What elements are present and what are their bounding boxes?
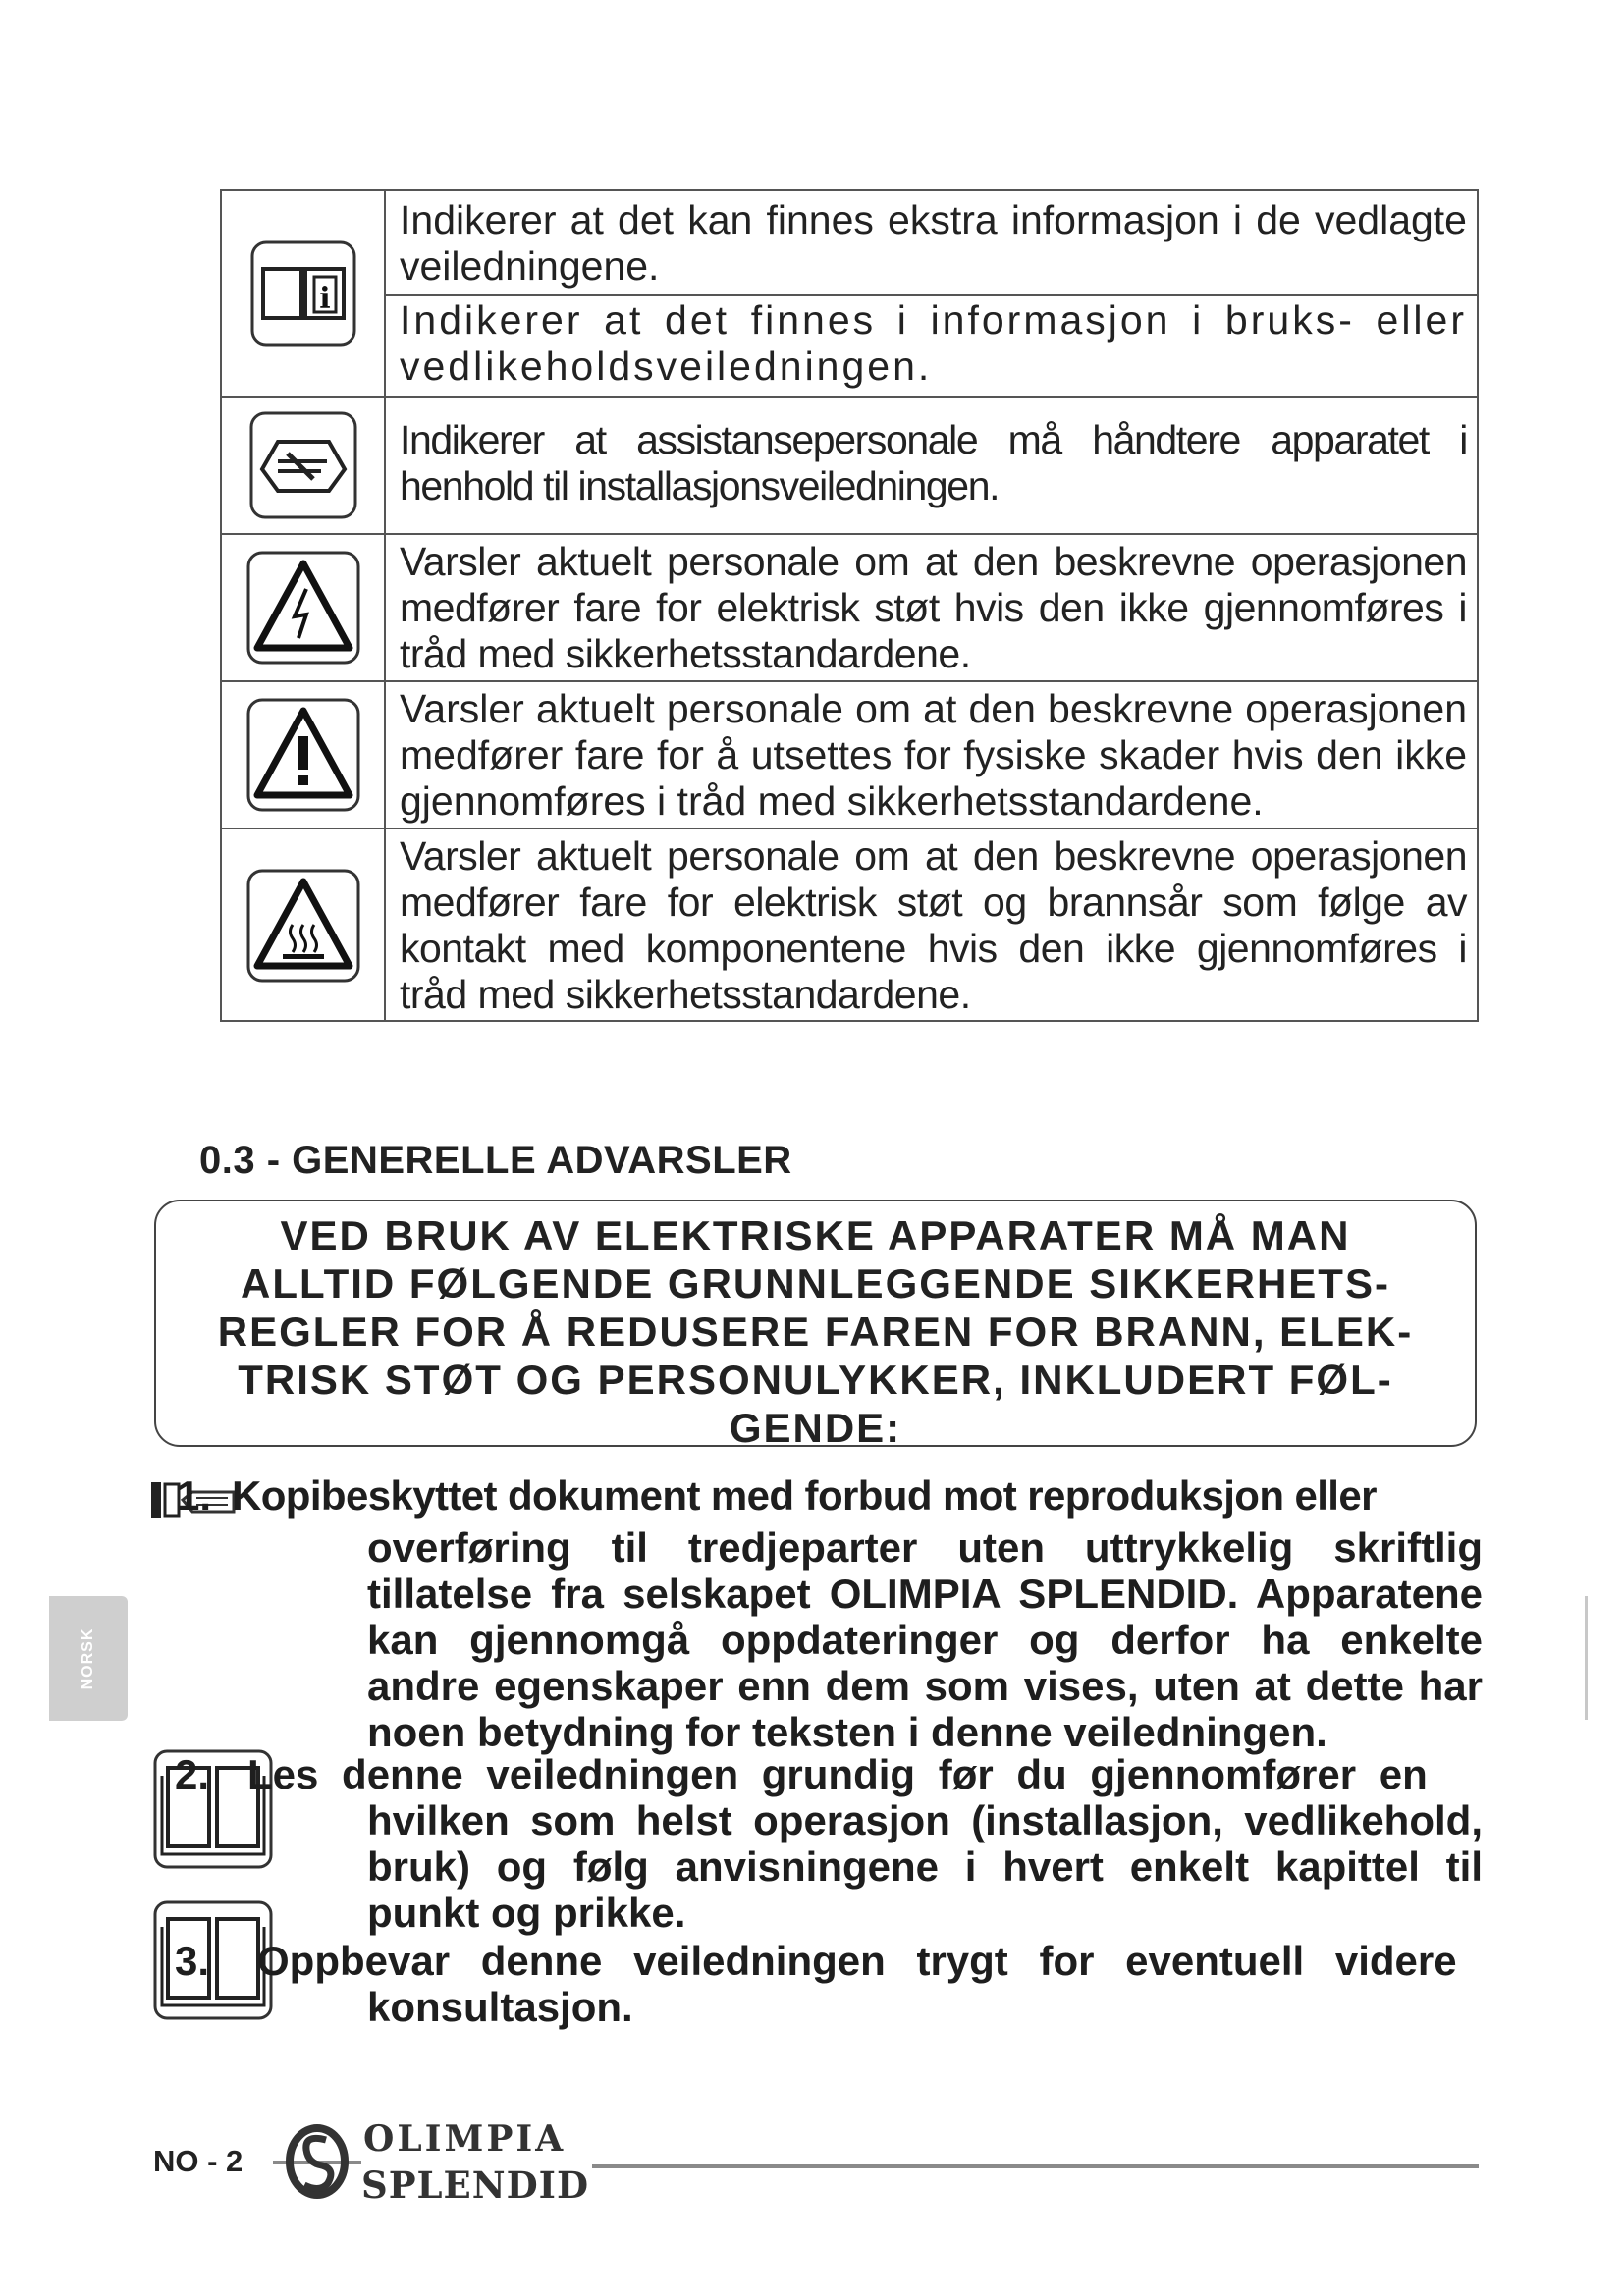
service-manual-icon — [248, 410, 358, 520]
hot-surface-icon — [245, 868, 361, 984]
warning-line: ALLTID FØLGENDE GRUNNLEGGENDE SIKKERHETS- — [241, 1260, 1390, 1307]
item-number: 2. — [175, 1751, 210, 1797]
page-number: NO - 2 — [153, 2144, 244, 2178]
logo-text-top: OLIMPIA — [363, 2118, 567, 2160]
symbol-row — [222, 828, 1477, 1022]
language-tab — [49, 1596, 128, 1721]
symbol-description: Indikerer at det finnes i informasjon i bruks- eller vedlikeholdsveiledningen. — [400, 297, 1467, 389]
symbol-row — [222, 191, 1477, 396]
symbol-row — [222, 680, 1477, 828]
item-number: 1. — [177, 1472, 212, 1519]
general-warning-box — [154, 1200, 1477, 1451]
warning-line: REGLER FOR Å REDUSERE FAREN FOR BRANN, ELEK- — [217, 1308, 1414, 1355]
symbol-row — [222, 396, 1477, 533]
electric-hazard-icon — [245, 550, 361, 666]
symbol-description: Indikerer at assistansepersonale må håndtere apparatet i henhold til installasjonsveiledningen. — [400, 417, 1467, 508]
open-book-icon — [152, 1899, 274, 2021]
symbol-description: Varsler aktuelt personale om at den beskrevne operasjonen medfører fare for elektrisk støt og brannsår som følge av kontakt med komponentene hvis den ikke gjennomføres i tråd med sikkerhetsstandardene. — [400, 833, 1467, 1017]
item-text: konsultasjon. — [367, 1984, 633, 2030]
item-text-first-line: Les denne veiledningen grundig før du gjennomfører en — [247, 1751, 1428, 1797]
language-tab-label: NORSK — [80, 1628, 96, 1689]
warning-text — [197, 1211, 1434, 1452]
olimpia-splendid-logo-icon — [273, 2122, 361, 2201]
item-text-first-line: Oppbevar denne veiledningen trygt for eventuell videre — [257, 1938, 1457, 1984]
warning-line: TRISK STØT OG PERSONULYKKER, INKLUDERT FØL- — [238, 1357, 1393, 1403]
symbol-description: Varsler aktuelt personale om at den beskrevne operasjonen medfører fare for å utsettes for fysiske skader hvis den ikke gjennomføres i tråd med sikkerhetsstandardene. — [400, 686, 1467, 824]
symbol-description: Varsler aktuelt personale om at den beskrevne operasjonen medfører fare for elektrisk støt hvis den ikke gjennomføres i tråd med sikkerhetsstandardene. — [400, 539, 1467, 676]
svg-text:i: i — [318, 282, 331, 316]
warning-line: GENDE: — [729, 1405, 902, 1451]
symbol-description: Indikerer at det kan finnes ekstra informasjon i de vedlagte veiledningene. — [400, 197, 1467, 289]
info-book-icon — [249, 240, 357, 347]
item-text: hvilken som helst operasjon (installasjon, vedlikehold, bruk) og følg anvisningene i hvert enkelt kapittel til punkt og prikke. — [367, 1797, 1483, 1936]
section-heading: 0.3 - GENERELLE ADVARSLER — [199, 1139, 792, 1182]
footer-rule — [592, 2164, 1479, 2168]
symbol-row — [222, 533, 1477, 680]
margin-mark — [1585, 1596, 1588, 1720]
item-text: overføring til tredjeparter uten uttrykkelig skriftlig tillatelse fra selskapet OLIMPIA SPLENDID. Apparatene kan gjennomgå oppdateringer og derfor ha enkelte andre egenskaper enn dem som vises, uten at dette har noen betydning for teksten i denne veiledningen. — [367, 1524, 1483, 1755]
item-number: 3. — [175, 1938, 210, 1984]
warning-line: VED BRUK AV ELEKTRISKE APPARATER MÅ MAN — [280, 1212, 1351, 1258]
general-warning-icon — [245, 697, 361, 813]
logo-text-bottom: SPLENDID — [361, 2163, 590, 2207]
symbols-table — [220, 189, 1479, 1022]
item-text-first-line: Kopibeskyttet dokument med forbud mot reproduksjon eller — [232, 1472, 1377, 1519]
